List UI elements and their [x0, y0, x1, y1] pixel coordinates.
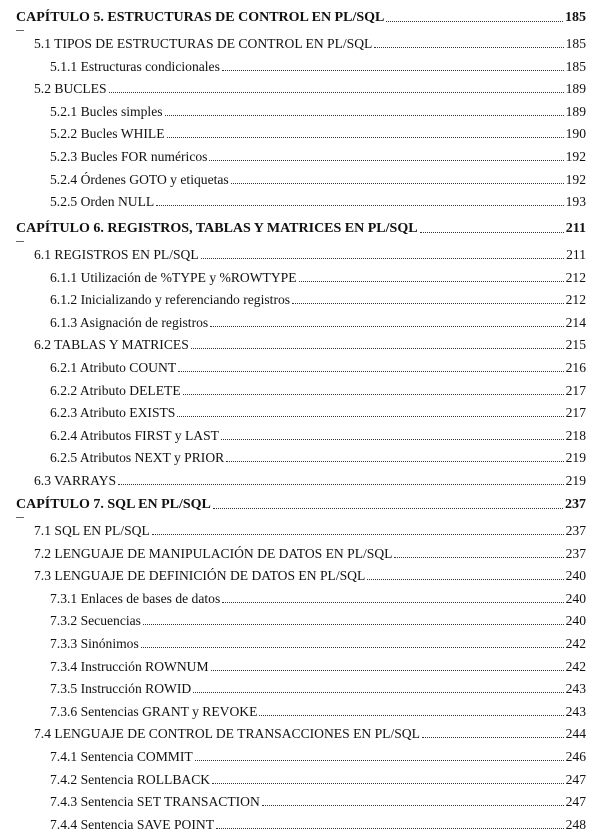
dot-leader — [213, 508, 563, 509]
subsection-entry-page-number: 189 — [565, 103, 586, 119]
subsection-entry-title: 6.1.1 Utilización de %TYPE y %ROWTYPE — [50, 269, 297, 285]
chapter-heading-page-number: 211 — [565, 221, 586, 236]
subsection-entry-title: 5.2.3 Bucles FOR numéricos — [50, 149, 208, 164]
subsection-entry-page-number: 218 — [565, 427, 586, 443]
dot-leader — [143, 624, 564, 625]
subsection-entry[interactable] — [50, 745, 586, 765]
dot-leader — [299, 281, 564, 282]
subsection-entry-title: 5.2.1 Bucles simples — [50, 103, 163, 119]
section-entry[interactable] — [34, 243, 586, 263]
subsection-entry[interactable] — [50, 632, 586, 652]
subsection-entry-title: 7.4.2 Sentencia ROLLBACK — [50, 771, 211, 787]
dot-leader — [367, 579, 563, 580]
subsection-entry[interactable] — [50, 356, 586, 376]
subsection-entry[interactable] — [50, 100, 586, 120]
dot-leader — [374, 47, 563, 48]
subsection-entry-title: 7.3.1 Enlaces de bases de datos — [50, 590, 221, 606]
section-entry[interactable] — [34, 77, 586, 97]
subsection-entry-page-number: 212 — [565, 269, 586, 285]
subsection-entry[interactable] — [50, 55, 586, 75]
subsection-entry[interactable] — [50, 609, 586, 629]
section-entry[interactable] — [34, 519, 586, 539]
chapter-heading[interactable] — [16, 6, 586, 26]
dot-leader — [226, 461, 563, 462]
dot-leader — [156, 205, 563, 206]
chapter-heading[interactable] — [16, 217, 586, 237]
dot-leader — [221, 439, 564, 440]
section-entry-title: 7.4 LENGUAJE DE CONTROL DE TRANSACCIONES EN PL/SQL — [34, 726, 420, 742]
section-entry-page-number: 244 — [565, 726, 586, 742]
subsection-entry-title: 7.3.2 Secuencias — [50, 613, 141, 629]
subsection-entry-title: 6.1.2 Inicializando y referenciando registros — [50, 292, 291, 308]
subsection-entry-page-number: 217 — [565, 382, 586, 398]
dot-leader — [222, 70, 564, 71]
dot-leader — [262, 805, 564, 806]
subsection-entry-page-number: 242 — [565, 636, 586, 651]
subsection-entry-page-number: 240 — [565, 590, 586, 606]
section-entry-title: 5.1 TIPOS DE ESTRUCTURAS DE CONTROL EN PL/SQL — [34, 36, 373, 51]
section-entry-title: 6.1 REGISTROS EN PL/SQL — [34, 247, 199, 262]
dot-leader — [183, 394, 564, 395]
chapter-separator — [16, 517, 24, 518]
subsection-entry[interactable] — [50, 768, 586, 788]
section-entry-page-number: 237 — [565, 523, 586, 538]
chapter-heading-title: CAPÍTULO 5. ESTRUCTURAS DE CONTROL EN PL/SQL — [16, 10, 385, 25]
subsection-entry[interactable] — [50, 401, 586, 421]
section-entry-page-number: 240 — [565, 568, 586, 584]
dot-leader — [212, 783, 564, 784]
dot-leader — [195, 760, 564, 761]
section-entry[interactable] — [34, 32, 586, 52]
subsection-entry[interactable] — [50, 266, 586, 286]
dot-leader — [141, 647, 564, 648]
dot-leader — [211, 670, 564, 671]
subsection-entry-page-number: 219 — [565, 450, 586, 466]
chapter-separator — [16, 241, 24, 242]
subsection-entry[interactable] — [50, 190, 586, 210]
dot-leader — [177, 416, 563, 417]
subsection-entry-page-number: 192 — [565, 149, 586, 164]
subsection-entry-title: 5.1.1 Estructuras condicionales — [50, 58, 220, 74]
subsection-entry-page-number: 243 — [565, 703, 586, 719]
chapter-heading-title: CAPÍTULO 6. REGISTROS, TABLAS Y MATRICES EN PL/SQL — [16, 221, 418, 236]
subsection-entry-title: 7.4.4 Sentencia SAVE POINT — [50, 816, 214, 832]
section-entry-title: 5.2 BUCLES — [34, 81, 107, 97]
dot-leader — [292, 303, 564, 304]
subsection-entry-page-number: 247 — [565, 771, 586, 787]
subsection-entry-page-number: 212 — [565, 292, 586, 308]
subsection-entry[interactable] — [50, 424, 586, 444]
section-entry-title: 6.2 TABLAS Y MATRICES — [34, 337, 189, 353]
section-entry[interactable] — [34, 333, 586, 353]
chapter-heading-page-number: 237 — [565, 497, 586, 512]
dot-leader — [209, 160, 563, 161]
dot-leader — [118, 484, 564, 485]
subsection-entry-page-number: 246 — [565, 749, 586, 764]
subsection-entry-title: 5.2.5 Orden NULL — [50, 194, 155, 210]
subsection-entry[interactable] — [50, 587, 586, 607]
subsection-entry-title: 7.3.4 Instrucción ROWNUM — [50, 658, 209, 674]
dot-leader — [216, 828, 564, 829]
dot-leader — [231, 183, 564, 184]
subsection-entry-page-number: 243 — [565, 681, 586, 697]
section-entry-page-number: 185 — [565, 36, 586, 51]
dot-leader — [191, 348, 564, 349]
subsection-entry[interactable] — [50, 145, 586, 165]
subsection-entry-title: 6.1.3 Asignación de registros — [50, 314, 209, 330]
subsection-entry-page-number: 217 — [565, 405, 586, 421]
section-entry[interactable] — [34, 542, 586, 562]
subsection-entry-title: 6.2.4 Atributos FIRST y LAST — [50, 427, 219, 443]
section-entry[interactable] — [34, 469, 586, 489]
dot-leader — [109, 92, 564, 93]
subsection-entry-page-number: 185 — [565, 58, 586, 74]
section-entry-page-number: 237 — [565, 545, 586, 561]
dot-leader — [422, 737, 564, 738]
chapter-separator — [16, 30, 24, 31]
dot-leader — [222, 602, 563, 603]
dot-leader — [193, 692, 563, 693]
subsection-entry-title: 7.4.1 Sentencia COMMIT — [50, 749, 193, 764]
subsection-entry-page-number: 190 — [565, 126, 586, 142]
dot-leader — [167, 137, 564, 138]
chapter-heading[interactable] — [16, 493, 586, 513]
subsection-entry[interactable] — [50, 288, 586, 308]
dot-leader — [201, 258, 564, 259]
dot-leader — [394, 557, 563, 558]
subsection-entry[interactable] — [50, 446, 586, 466]
dot-leader — [259, 715, 563, 716]
dot-leader — [178, 371, 563, 372]
subsection-entry-title: 5.2.4 Órdenes GOTO y etiquetas — [50, 171, 229, 187]
subsection-entry-page-number: 242 — [565, 658, 586, 674]
dot-leader — [165, 115, 564, 116]
section-entry-page-number: 215 — [565, 337, 586, 353]
section-entry[interactable] — [34, 722, 586, 742]
subsection-entry-title: 6.2.3 Atributo EXISTS — [50, 405, 176, 421]
section-entry-page-number: 219 — [565, 473, 586, 488]
subsection-entry-page-number: 247 — [565, 794, 586, 810]
subsection-entry-title: 6.2.2 Atributo DELETE — [50, 382, 181, 398]
section-entry-page-number: 211 — [566, 247, 586, 262]
subsection-entry[interactable] — [50, 311, 586, 331]
subsection-entry-title: 7.4.3 Sentencia SET TRANSACTION — [50, 794, 260, 810]
subsection-entry-page-number: 216 — [565, 360, 586, 375]
subsection-entry-title: 6.2.5 Atributos NEXT y PRIOR — [50, 450, 225, 466]
subsection-entry-title: 7.3.6 Sentencias GRANT y REVOKE — [50, 703, 258, 719]
dot-leader — [420, 232, 564, 233]
dot-leader — [386, 21, 563, 22]
subsection-entry[interactable] — [50, 655, 586, 675]
subsection-entry-title: 7.3.5 Instrucción ROWID — [50, 681, 192, 697]
section-entry[interactable] — [34, 564, 586, 584]
subsection-entry[interactable] — [50, 677, 586, 697]
chapter-heading-page-number: 185 — [565, 10, 586, 25]
subsection-entry-title: 5.2.2 Bucles WHILE — [50, 126, 165, 142]
subsection-entry-page-number: 192 — [565, 171, 586, 187]
subsection-entry[interactable] — [50, 168, 586, 188]
subsection-entry[interactable] — [50, 379, 586, 399]
subsection-entry[interactable] — [50, 790, 586, 810]
dot-leader — [210, 326, 563, 327]
section-entry-title: 7.2 LENGUAJE DE MANIPULACIÓN DE DATOS EN PL/SQL — [34, 545, 393, 561]
dot-leader — [152, 534, 564, 535]
subsection-entry-title: 7.3.3 Sinónimos — [50, 636, 139, 651]
subsection-entry-page-number: 240 — [565, 613, 586, 629]
subsection-entry-page-number: 193 — [565, 194, 586, 210]
subsection-entry-page-number: 248 — [565, 816, 586, 832]
section-entry-title: 6.3 VARRAYS — [34, 473, 117, 488]
section-entry-title: 7.1 SQL EN PL/SQL — [34, 523, 150, 538]
subsection-entry-title: 6.2.1 Atributo COUNT — [50, 360, 177, 375]
subsection-entry[interactable] — [50, 813, 586, 833]
section-entry-title: 7.3 LENGUAJE DE DEFINICIÓN DE DATOS EN PL/SQL — [34, 568, 366, 584]
subsection-entry-page-number: 214 — [565, 314, 586, 330]
chapter-heading-title: CAPÍTULO 7. SQL EN PL/SQL — [16, 497, 211, 512]
subsection-entry[interactable] — [50, 700, 586, 720]
subsection-entry[interactable] — [50, 122, 586, 142]
section-entry-page-number: 189 — [565, 81, 586, 97]
